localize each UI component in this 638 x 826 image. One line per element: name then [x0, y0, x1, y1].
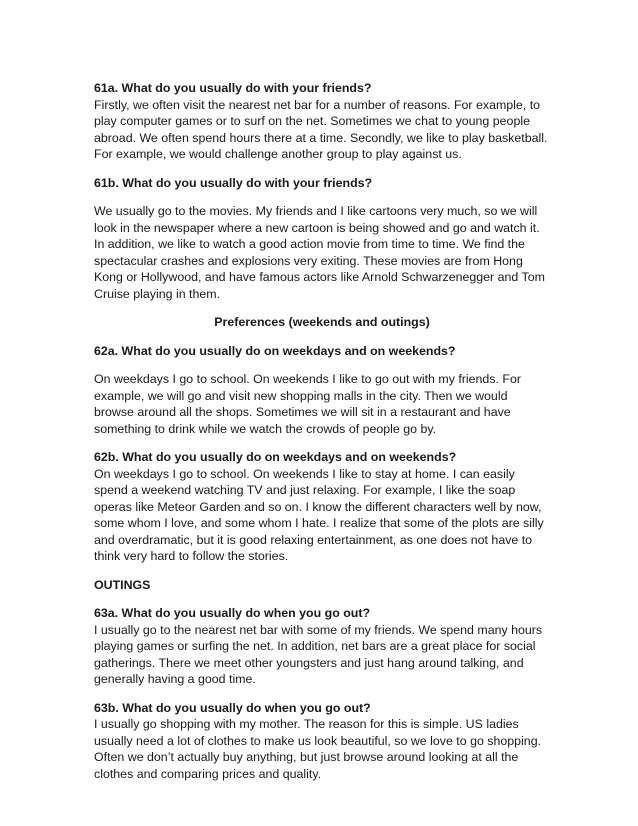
question-61a: 61a. What do you usually do with your friends? [94, 81, 372, 95]
question-61b: 61b. What do you usually do with your friends? [94, 175, 373, 190]
answer-63a: I usually go to the nearest net bar with some of my friends. We spend many hours playing games or surfing the net. In addition, net bars are a great place for social gatherings. There we meet other youngsters and just hang around talking, and generally having a good time. [94, 622, 543, 686]
question-63b: 63b. What do you usually do when you go out? [94, 700, 371, 715]
answer-62b: On weekdays I go to school. On weekends I like to stay at home. I can easily spend a weekend watching TV and just relaxing. For example, I like the soap operas like Meteor Garden and so on. I know the different characters well by now, some whom I love, and some whom I hate. I realize that some of the plots are silly and overdramatic, but it is good relaxing entertainment, as one does not have to think very hard to follow the stories. [94, 466, 544, 563]
question-63a: 63a. What do you usually do when you go out? [94, 606, 371, 620]
answer-63b: I usually go shopping with my mother. The reason for this is simple. US ladies usually need a lot of clothes to make us look beautiful, so we love to go shopping. Often we don’t actually buy anything, but just browse around looking at all the clothes and comparing prices and quality. [94, 717, 542, 781]
answer-62a: On weekdays I go to school. On weekends I like to go out with my friends. For example, we will go and visit new shopping malls in the city. Then we would browse around all the shops. Sometimes we will sit in a restaurant and have something to drink while we watch the crowds of people go by. [94, 372, 521, 436]
section-heading-outings: OUTINGS [94, 577, 151, 592]
section-heading-preferences: Preferences (weekends and outings) [214, 315, 430, 329]
answer-61b: We usually go to the movies. My friends and I like cartoons very much, so we will look in the newspaper where a new cartoon is being showed and go and watch it. In addition, we like to watch a good action movie from time to time. We find the spectacular crashes and explosions very exiting. These movies are from Hong Kong or Hollywood, and have famous actors like Arnold Schwarzenegger and Tom Cruise playing in them. [94, 204, 545, 301]
answer-61a: Firstly, we often visit the nearest net bar for a number of reasons. For example, to play computer games or to surf on the net. Sometimes we chat to young people abroad. We often spend hours there at a time. Secondly, we like to play basketball. For example, we would challenge another group to play against us. [94, 97, 548, 161]
question-62b: 62b. What do you usually do on weekdays and on weekends? [94, 450, 457, 464]
question-62a: 62a. What do you usually do on weekdays and on weekends? [94, 343, 456, 358]
document-page [94, 80, 550, 782]
